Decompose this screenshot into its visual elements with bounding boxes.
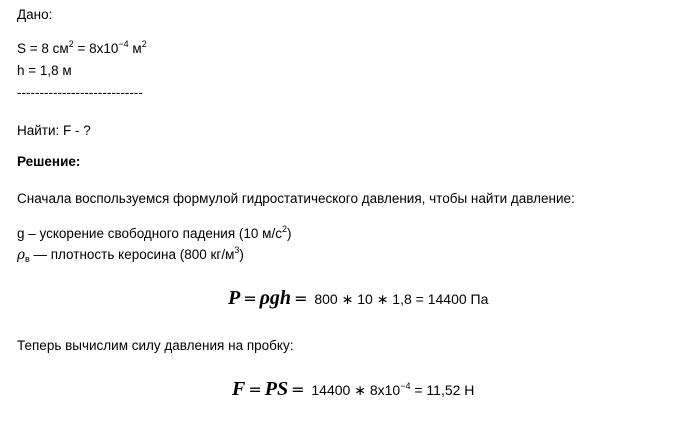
g-definition-exponent: 2 (281, 224, 287, 234)
force-formula (232, 377, 474, 403)
g-definition (17, 225, 291, 243)
solution-intro: Сначала воспользуемся формулой гидростатического давления, чтобы найти давление: (17, 191, 575, 206)
area-middle: = 8x10 (73, 41, 119, 56)
solution-heading: Решение: (17, 154, 81, 169)
force-formula-calculation-a: 14400 ∗ 8x10 (307, 382, 401, 398)
pressure-formula-rhs: ρgh (259, 287, 292, 309)
pressure-formula-equals: = (243, 289, 257, 308)
force-formula-equals-2: = (291, 380, 305, 399)
rho-definition-text: — плотность керосина (800 кг/м (29, 247, 235, 262)
rho-definition-end: ) (239, 247, 244, 262)
force-formula-calculation-b: = 11,52 Н (410, 382, 475, 398)
area-prefix: S = 8 см (17, 41, 69, 56)
rho-definition-exponent: 3 (234, 245, 240, 255)
g-definition-end: ) (286, 226, 292, 241)
pressure-formula-calculation: 800 ∗ 10 ∗ 1,8 = 14400 Па (310, 291, 489, 307)
area-exponent-1: 2 (68, 39, 74, 49)
given-heading: Дано: (17, 7, 53, 22)
area-exponent-2: −4 (118, 39, 129, 49)
pressure-formula (228, 286, 488, 312)
pressure-formula-equals-2: = (294, 289, 308, 308)
force-formula-exponent: −4 (400, 381, 411, 391)
force-formula-equals: = (248, 380, 262, 399)
pressure-formula-lhs: P (228, 287, 241, 309)
area-exponent-3: 2 (141, 39, 147, 49)
given-height-line: h = 1,8 м (17, 63, 72, 78)
rho-subscript: в (24, 254, 30, 264)
force-formula-rhs: PS (264, 378, 289, 400)
rho-symbol: ρ (17, 247, 25, 263)
find-line: Найти: F - ? (17, 123, 91, 138)
force-formula-lhs: F (232, 378, 246, 400)
rho-definition (17, 246, 244, 264)
g-definition-text: g – ускорение свободного падения (10 м/с (17, 226, 282, 241)
given-separator: ---------------------------- (17, 85, 143, 100)
given-area-line (17, 40, 147, 58)
area-unit: м (128, 41, 142, 56)
next-step-text: Теперь вычислим силу давления на пробку: (17, 338, 294, 353)
